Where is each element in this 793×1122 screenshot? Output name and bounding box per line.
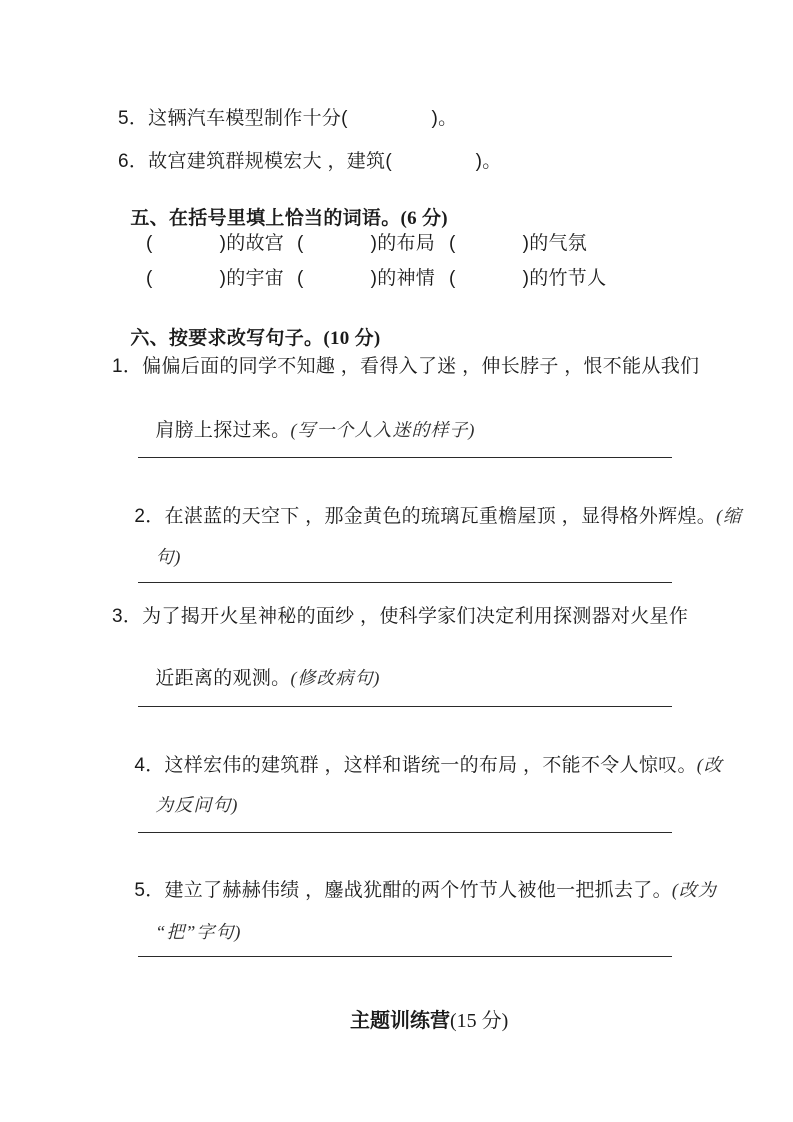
answer-line-1 (138, 457, 672, 458)
section-five-title: 五、在括号里填上恰当的词语。 (130, 207, 401, 229)
question-hint: 句) (155, 546, 182, 567)
question-hint: (改 (696, 754, 723, 775)
word-fill-cell: ( )的布局 (297, 233, 436, 254)
fill-blank-item-5: 5．这辆汽车模型制作十分( )。 (118, 108, 458, 129)
question-text: 肩膀上探过来。 (155, 419, 291, 441)
footer-section-score: (15 分) (449, 1010, 509, 1032)
word-fill-cell: ( )的宇宙 (146, 268, 285, 289)
word-fill-cell: ( )的气氛 (449, 233, 588, 254)
question-hint: (修改病句) (290, 667, 381, 688)
question-hint: “把”字句) (155, 921, 242, 942)
section-six-title: 六、按要求改写句子。 (130, 327, 324, 349)
question-hint: (写一个人入迷的样子) (290, 419, 476, 440)
answer-line-4 (138, 832, 672, 833)
footer-section-heading (138, 981, 698, 1056)
rewrite-question-3-line-1: 3．为了揭开火星神秘的面纱 ，使科学家们决定利用探测器对火星作 (112, 606, 689, 627)
rewrite-question-5-line-2 (133, 897, 241, 968)
question-text: 5．建立了赫赫伟绩 ，鏖战犹酣的两个竹节人被他一把抓去了。 (134, 879, 672, 901)
question-hint: (缩 (716, 505, 743, 526)
question-text: 4．这样宏伟的建筑群 ，这样和谐统一的布局 ，不能不令人惊叹。 (134, 754, 697, 776)
rewrite-question-4-line-2 (133, 770, 238, 841)
word-fill-cell: ( )的竹节人 (449, 268, 607, 289)
answer-line-5 (138, 956, 672, 957)
rewrite-question-1-line-2 (133, 395, 475, 466)
answer-line-2 (138, 582, 672, 583)
question-text: 2．在湛蓝的天空下 ，那金黄色的琉璃瓦重檐屋顶 ，显得格外辉煌。 (134, 505, 717, 527)
rewrite-question-2-line-1 (112, 481, 742, 552)
question-text: 近距离的观测。 (155, 667, 291, 689)
section-five-score: (6 分) (400, 207, 448, 229)
word-fill-cell: ( )的故宫 (146, 233, 285, 254)
footer-section-title: 主题训练营 (349, 1010, 450, 1032)
fill-blank-item-6: 6．故宫建筑群规模宏大 ，建筑( )。 (118, 151, 502, 172)
question-hint: (改为 (671, 879, 717, 900)
question-hint: 为反问句) (155, 794, 239, 815)
word-fill-cell: ( )的神情 (297, 268, 436, 289)
rewrite-question-3-line-2 (133, 643, 380, 714)
section-six-score: (10 分) (323, 327, 381, 349)
answer-line-3 (138, 706, 672, 707)
rewrite-question-1-line-1: 1．偏偏后面的同学不知趣 ，看得入了迷 ，伸长脖子 ，恨不能从我们 (112, 356, 700, 377)
